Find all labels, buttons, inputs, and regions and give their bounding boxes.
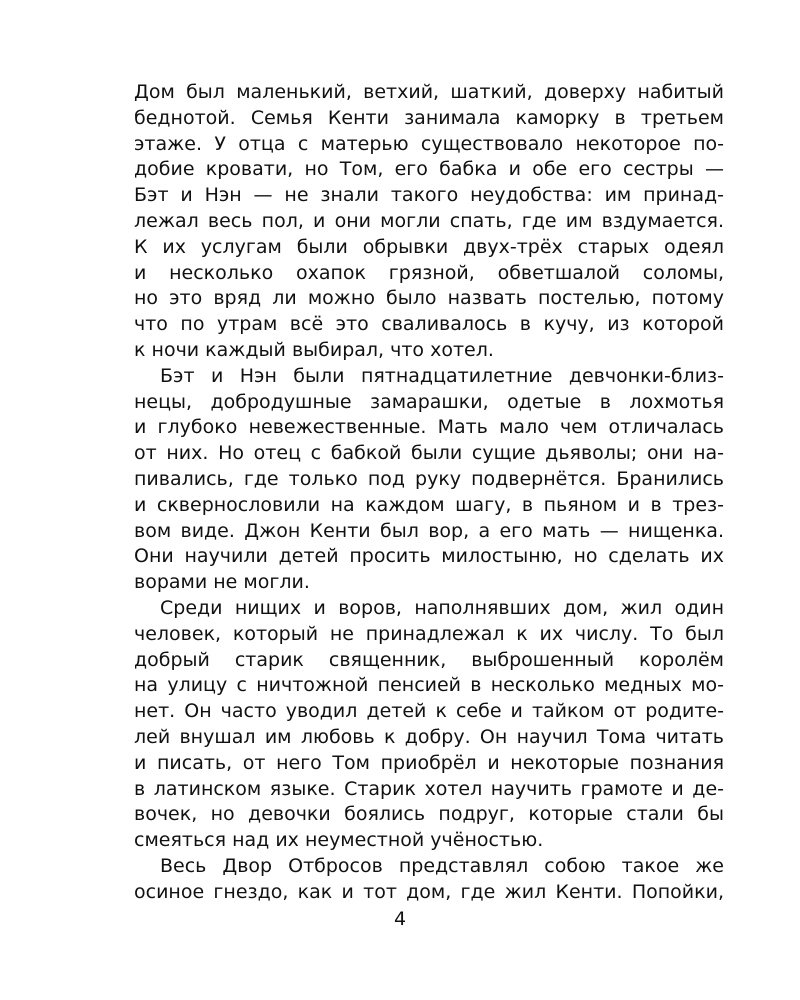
text-line: человек, который не принадлежал к их числу. То был — [134, 622, 724, 645]
text-line: от них. Но отец с бабкой были сущие дьяволы; они на- — [134, 442, 724, 465]
text-line: что по утрам всё это сваливалось в кучу, из которой — [134, 313, 724, 336]
text-line: Среди нищих и воров, наполнявших дом, жил один — [160, 596, 724, 619]
text-line: Бэт и Нэн — не знали такого неудобства: им принад- — [134, 184, 724, 207]
text-line: вом виде. Джон Кенти был вор, а его мать — нищенка. — [134, 519, 724, 542]
text-line: нецы, добродушные замарашки, одетые в лохмотья — [134, 390, 724, 413]
text-line: Весь Двор Отбросов представлял собою такое же — [160, 854, 724, 877]
paragraph-3 — [134, 596, 724, 854]
text-line: нет. Он часто уводил детей к себе и тайком от родите- — [134, 700, 724, 723]
text-line: лей внушал им любовь к добру. Он научил Тома читать — [134, 725, 724, 748]
paragraph-1 — [134, 80, 724, 364]
text-line: Дом был маленький, ветхий, шаткий, доверху набитый — [134, 81, 724, 103]
paragraph-2 — [134, 364, 724, 596]
text-line: вочек, но девочки боялись подруг, которые стали бы — [134, 803, 724, 826]
book-page-text — [134, 80, 724, 906]
text-line: осиное гнездо, как и тот дом, где жил Кенти. Попойки, — [134, 880, 724, 903]
page-number: 4 — [393, 908, 407, 930]
text-line: добие кровати, но Том, его бабка и обе его сестры — — [134, 158, 724, 181]
text-line: К их услугам были обрывки двух-трёх старых одеял — [134, 235, 724, 258]
text-line: Они научили детей просить милостыню, но сделать их — [134, 545, 724, 568]
text-line: и несколько охапок грязной, обветшалой соломы, — [134, 261, 724, 284]
text-line: и сквернословили на каждом шагу, в пьяном и в трез- — [134, 493, 724, 516]
text-line: ворами не могли. — [134, 571, 310, 594]
text-line: пивались, где только под руку подвернётся. Бранились — [134, 467, 724, 490]
text-line: беднотой. Семья Кенти занимала каморку в третьем — [134, 106, 724, 129]
text-line: Бэт и Нэн были пятнадцатилетние девчонки-близ- — [160, 364, 724, 387]
text-line: смеяться над их неуместной учёностью. — [134, 829, 544, 852]
text-line: добрый старик священник, выброшенный королём — [134, 648, 724, 671]
text-line: этаже. У отца с матерью существовало некоторое по- — [134, 132, 724, 155]
text-line: на улицу с ничтожной пенсией в несколько медных мо- — [134, 674, 724, 697]
text-line: и писать, от него Том приобрёл и некоторые познания — [134, 751, 724, 774]
paragraph-4 — [134, 854, 724, 906]
text-line: к ночи каждый выбирал, что хотел. — [134, 338, 494, 361]
text-line: но это вряд ли можно было назвать постелью, потому — [134, 287, 724, 310]
text-line: и глубоко невежественные. Мать мало чем отличалась — [134, 416, 724, 439]
text-line: в латинском языке. Старик хотел научить грамоте и де- — [134, 777, 724, 800]
text-line: лежал весь пол, и они могли спать, где им вздумается. — [134, 209, 724, 232]
